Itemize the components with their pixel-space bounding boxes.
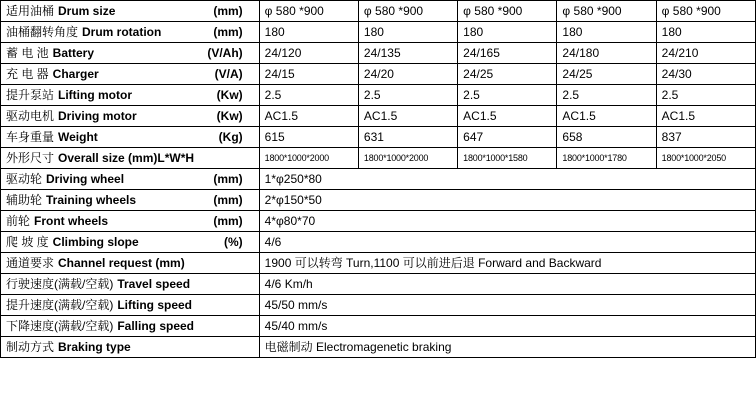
value-cell: 1800*1000*2000	[358, 148, 457, 169]
row-label-en: Channel request (mm)	[58, 256, 185, 270]
value-cell: 1800*1000*1580	[458, 148, 557, 169]
value-cell: AC1.5	[557, 106, 656, 127]
value-cell: 24/25	[557, 64, 656, 85]
row-label-cell	[1, 232, 260, 253]
value-cell-merged: 1900 可以转弯 Turn,1100 可以前进后退 Forward and Backward	[259, 253, 755, 274]
row-label-en: Battery	[52, 46, 95, 60]
value-cell: 24/20	[358, 64, 457, 85]
row-label-en: Training wheels	[46, 193, 137, 207]
value-cell: AC1.5	[458, 106, 557, 127]
row-label-en: Charger	[52, 67, 99, 81]
table-row	[1, 43, 756, 64]
row-label-cell	[1, 127, 260, 148]
row-label-en: Front wheels	[34, 214, 109, 228]
table-row	[1, 106, 756, 127]
row-label-en: Drum size	[58, 4, 116, 18]
table-row	[1, 211, 756, 232]
value-cell: 1800*1000*2050	[656, 148, 755, 169]
row-label-unit: (Kw)	[216, 88, 243, 102]
row-label-cn: 充 电 器	[6, 67, 49, 81]
row-label-en: Lifting motor	[58, 88, 132, 102]
value-cell: 24/165	[458, 43, 557, 64]
row-label-cell	[1, 43, 260, 64]
row-label-cn: 车身重量	[6, 130, 55, 144]
row-label-unit: (mm)	[213, 172, 243, 186]
row-label-unit: (Kw)	[216, 109, 243, 123]
row-label-cell	[1, 190, 260, 211]
value-cell-merged: 2*φ150*50	[259, 190, 755, 211]
value-cell: AC1.5	[259, 106, 358, 127]
value-cell: 24/180	[557, 43, 656, 64]
table-row	[1, 253, 756, 274]
row-label-cn: 适用油桶	[6, 4, 55, 18]
value-cell: 24/135	[358, 43, 457, 64]
row-label-cell	[1, 337, 260, 358]
value-cell: 24/25	[458, 64, 557, 85]
table-row	[1, 22, 756, 43]
value-cell: 1800*1000*2000	[259, 148, 358, 169]
value-cell: φ 580 *900	[656, 1, 755, 22]
value-cell: φ 580 *900	[557, 1, 656, 22]
row-label-cn: 油桶翻转角度	[6, 25, 79, 39]
table-row	[1, 316, 756, 337]
value-cell: 2.5	[358, 85, 457, 106]
row-label-unit: (V/Ah)	[207, 46, 243, 60]
row-label-cn: 前轮	[6, 214, 31, 228]
row-label-cn: 通道要求	[6, 256, 55, 270]
row-label-unit: (mm)	[213, 214, 243, 228]
row-label-cell	[1, 1, 260, 22]
value-cell: 180	[656, 22, 755, 43]
value-cell-merged: 4/6	[259, 232, 755, 253]
value-cell-merged: 4*φ80*70	[259, 211, 755, 232]
row-label-en: Lifting speed	[117, 298, 192, 312]
table-row	[1, 190, 756, 211]
table-row	[1, 232, 756, 253]
table-row	[1, 1, 756, 22]
value-cell: 658	[557, 127, 656, 148]
row-label-en: Drum rotation	[82, 25, 162, 39]
row-label-unit: (mm)	[213, 4, 243, 18]
value-cell: 180	[358, 22, 457, 43]
value-cell-merged: 电磁制动 Electromagenetic braking	[259, 337, 755, 358]
value-cell: 180	[557, 22, 656, 43]
row-label-en: Braking type	[58, 340, 131, 354]
row-label-cell	[1, 22, 260, 43]
row-label-cn: 制动方式	[6, 340, 55, 354]
row-label-cell	[1, 85, 260, 106]
value-cell: 2.5	[259, 85, 358, 106]
value-cell: 1800*1000*1780	[557, 148, 656, 169]
table-body	[1, 1, 756, 358]
row-label-en: Overall size (mm)L*W*H	[58, 151, 195, 165]
table-row	[1, 64, 756, 85]
row-label-cn: 驱动轮	[6, 172, 43, 186]
row-label-cell	[1, 148, 260, 169]
table-row	[1, 127, 756, 148]
row-label-cn: 驱动电机	[6, 109, 55, 123]
value-cell: 24/15	[259, 64, 358, 85]
row-label-cn: 下降速度(满载/空载)	[6, 319, 114, 333]
table-row	[1, 337, 756, 358]
value-cell: 647	[458, 127, 557, 148]
row-label-cell	[1, 211, 260, 232]
value-cell: 2.5	[656, 85, 755, 106]
value-cell: 615	[259, 127, 358, 148]
row-label-cn: 辅助轮	[6, 193, 43, 207]
row-label-en: Climbing slope	[52, 235, 139, 249]
value-cell: 24/120	[259, 43, 358, 64]
value-cell: 180	[259, 22, 358, 43]
row-label-unit: (Kg)	[218, 130, 243, 144]
value-cell: 2.5	[557, 85, 656, 106]
value-cell: φ 580 *900	[458, 1, 557, 22]
table-row	[1, 169, 756, 190]
value-cell: AC1.5	[656, 106, 755, 127]
row-label-cn: 爬 坡 度	[6, 235, 49, 249]
row-label-en: Falling speed	[117, 319, 195, 333]
value-cell-merged: 45/40 mm/s	[259, 316, 755, 337]
row-label-cn: 行驶速度(满载/空载)	[6, 277, 114, 291]
row-label-en: Travel speed	[117, 277, 191, 291]
row-label-en: Driving motor	[58, 109, 137, 123]
value-cell: 180	[458, 22, 557, 43]
row-label-unit: (mm)	[213, 25, 243, 39]
table-row	[1, 148, 756, 169]
value-cell-merged: 1*φ250*80	[259, 169, 755, 190]
value-cell: AC1.5	[358, 106, 457, 127]
row-label-cn: 蓄 电 池	[6, 46, 49, 60]
row-label-cell	[1, 106, 260, 127]
table-row	[1, 274, 756, 295]
value-cell: 24/30	[656, 64, 755, 85]
value-cell: 837	[656, 127, 755, 148]
value-cell: 24/210	[656, 43, 755, 64]
row-label-unit: (%)	[224, 235, 243, 249]
table-row	[1, 85, 756, 106]
row-label-cell	[1, 295, 260, 316]
row-label-en: Driving wheel	[46, 172, 125, 186]
row-label-cell	[1, 64, 260, 85]
row-label-cell	[1, 169, 260, 190]
value-cell: φ 580 *900	[358, 1, 457, 22]
row-label-cell	[1, 274, 260, 295]
row-label-cell	[1, 316, 260, 337]
value-cell: φ 580 *900	[259, 1, 358, 22]
row-label-unit: (mm)	[213, 193, 243, 207]
row-label-cn: 提升速度(满载/空载)	[6, 298, 114, 312]
row-label-unit: (V/A)	[214, 67, 243, 81]
table-row	[1, 295, 756, 316]
value-cell: 2.5	[458, 85, 557, 106]
value-cell-merged: 45/50 mm/s	[259, 295, 755, 316]
row-label-cn: 提升泵站	[6, 88, 55, 102]
row-label-cell	[1, 253, 260, 274]
value-cell: 631	[358, 127, 457, 148]
row-label-en: Weight	[58, 130, 98, 144]
row-label-cn: 外形尺寸	[6, 151, 55, 165]
value-cell-merged: 4/6 Km/h	[259, 274, 755, 295]
